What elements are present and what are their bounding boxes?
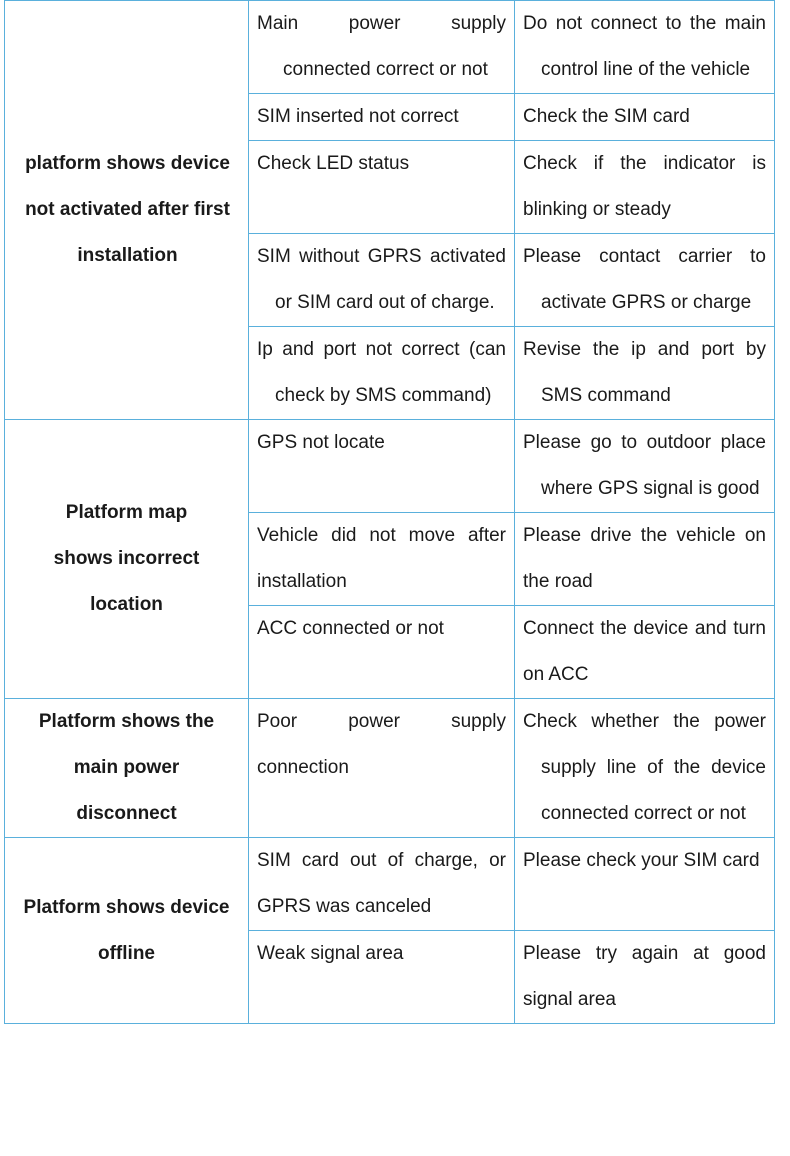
cause-text: Ip and port not correct (can check by SMS command) [257, 339, 506, 406]
cause-cell: Poor power supply connection [249, 699, 515, 838]
solution-cell [515, 420, 775, 513]
solution-cell: Connect the device and turn on ACC [515, 606, 775, 699]
cause-cell: SIM card out of charge, or GPRS was canceled [249, 838, 515, 931]
solution-text: Revise the ip and port by SMS command [523, 339, 766, 406]
cause-cell: Vehicle did not move after installation [249, 513, 515, 606]
solution-cell: Check if the indicator is blinking or steady [515, 141, 775, 234]
cause-cell: Check LED status [249, 141, 515, 234]
symptom-cell: Platform map shows incorrect location [5, 420, 249, 699]
symptom-cell: Platform shows device offline [5, 838, 249, 1024]
table-row [5, 699, 775, 838]
cause-cell: SIM inserted not correct [249, 94, 515, 141]
solution-cell: Please drive the vehicle on the road [515, 513, 775, 606]
cause-cell [249, 1, 515, 94]
troubleshooting-table [4, 0, 775, 1024]
solution-text: Do not connect to the main control line of the vehicle [523, 13, 766, 80]
solution-text: Please go to outdoor place where GPS signal is good [523, 432, 766, 499]
cause-cell [249, 234, 515, 327]
solution-cell [515, 1, 775, 94]
solution-text: Please contact carrier to activate GPRS or charge [523, 246, 766, 313]
cause-cell [249, 327, 515, 420]
solution-cell: Please check your SIM card [515, 838, 775, 931]
symptom-cell: Platform shows the main power disconnect [5, 699, 249, 838]
solution-cell [515, 699, 775, 838]
cause-cell: Weak signal area [249, 931, 515, 1024]
solution-text: Check whether the power supply line of the device connected correct or not [523, 711, 766, 824]
cause-text: SIM without GPRS activated or SIM card out of charge. [257, 246, 506, 313]
solution-cell [515, 234, 775, 327]
solution-cell: Please try again at good signal area [515, 931, 775, 1024]
table-row [5, 420, 775, 513]
table-row [5, 838, 775, 931]
solution-cell: Check the SIM card [515, 94, 775, 141]
cause-cell: GPS not locate [249, 420, 515, 513]
table-row [5, 1, 775, 94]
cause-cell: ACC connected or not [249, 606, 515, 699]
symptom-cell: platform shows device not activated after first installation [5, 1, 249, 420]
solution-cell [515, 327, 775, 420]
cause-text: Main power supply connected correct or not [257, 13, 506, 80]
